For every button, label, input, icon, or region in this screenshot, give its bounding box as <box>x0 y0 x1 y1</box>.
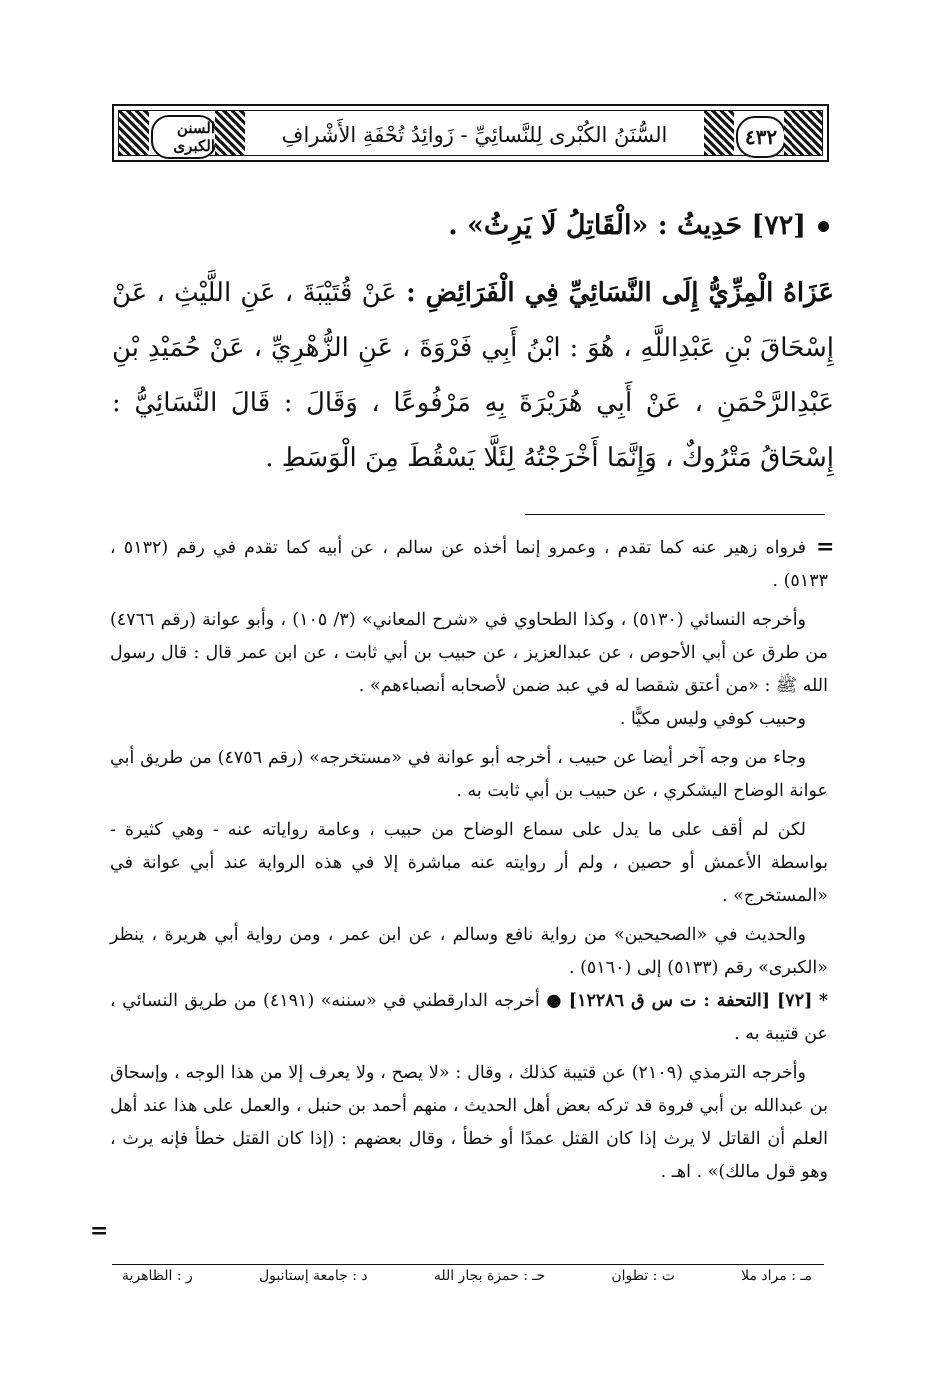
legend-separator <box>112 1264 824 1265</box>
tirmidhi-paragraph: وأخرجه الترمذي (٢١٠٩) عن قتيبة كذلك ، وقال : «لا يصح ، ولا يعرف إلا من هذا الوجه ، وإسحاق بن عبدالله بن أبي فروة قد تركه بعض أهل الحديث ، منهم أحمد بن حنبل ، والعمل على هذا عند أهل العلم أن القاتل لا يرث إذا كان القتل عمدًا أو خطأ ، وقال بعضهم : (إذا كان القتل خطأ فإنه يرث ، وهو قول مالك)» . اهـ . <box>110 1063 828 1182</box>
book-logo <box>151 115 217 159</box>
continuation-mark: = <box>816 534 835 560</box>
main-paragraph <box>112 266 834 486</box>
end-continuation-mark: = <box>90 1218 109 1244</box>
attribution-label: عَزَاهُ الْمِزِّيُّ إِلَى النَّسَائِيِّ فِي الْفَرَائِضِ : <box>406 278 835 308</box>
footnote-paragraph: والحديث في «الصحيحين» من رواية نافع وسالم ، عن ابن عمر ، ومن رواية أبي هريرة ، ينظر «الكبرى» رقم (٥١٣٣) إلى (٥١٦٠) . <box>110 925 828 978</box>
footnote-paragraph: وجاء من وجه آخر أيضا عن حبيب ، أخرجه أبو عوانة في «مستخرجه» (رقم ٤٧٥٦) من طريق أبي عوانة الوضاح اليشكري ، عن حبيب بن أبي ثابت به . <box>110 748 828 801</box>
ornament-inner-left-icon <box>215 111 245 155</box>
footnotes <box>110 532 828 1189</box>
legend-item: حـ : حمزة بجار الله <box>433 1268 546 1284</box>
ornament-strip-icon <box>784 111 792 155</box>
bullet-icon <box>818 221 829 232</box>
running-title: السُّنَنُ الكُبْرى لِلنَّسائِيِّ - زَوائِدُ تُحْفَةِ الأَشْرافِ <box>281 123 668 147</box>
footnote-separator <box>525 514 825 515</box>
page-number: ٤٣٢ <box>736 116 786 158</box>
legend-item: ر : الظاهرية <box>122 1268 193 1284</box>
hadith-note-text: أخرجه الدارقطني في «سننه» (٤١٩١) من طريق النسائي ، عن قتيبة به . <box>110 991 828 1044</box>
hadith-note <box>110 985 828 1051</box>
footnote-paragraph: فرواه زهير عنه كما تقدم ، وعمرو إنما أخذه عن سالم ، عن أبيه كما تقدم في رقم (٥١٣٢ ، ٥١٣٣) . <box>110 538 828 591</box>
ornament-inner-right-icon <box>704 111 734 155</box>
star-icon: * <box>818 991 828 1011</box>
tuhfa-reference: [٧٢] [التحفة : ت س ق ١٢٢٨٦] <box>568 991 813 1011</box>
footnote-paragraph: وحبيب كوفي وليس مكيًّا . <box>619 709 806 729</box>
footnote-paragraph: لكن لم أقف على ما يدل على سماع الوضاح من حبيب ، وعامة رواياته عنه - وهي كثيرة - بواسطة الأعمش أو حصين ، ولم أر روايته عنه مباشرة إلا في هذه الرواية عند أبي عوانة في «المستخرج» . <box>110 820 828 906</box>
book-logo-text: السنن الكبرى <box>173 119 215 155</box>
legend-item: ت : تطوان <box>611 1268 675 1284</box>
page-header <box>112 104 829 162</box>
manuscript-legend <box>112 1268 822 1298</box>
ornament-right-icon <box>792 111 822 155</box>
hadith-heading-text: [٧٢] حَدِيثُ : «الْقَاتِلُ لَا يَرِثُ» . <box>448 210 806 241</box>
hadith-heading <box>109 210 829 241</box>
bullet-icon: ● <box>546 991 563 1011</box>
header-frame <box>118 110 823 156</box>
legend-item: د : جامعة إستانبول <box>259 1268 368 1284</box>
footnote-paragraph: وأخرجه النسائي (٥١٣٠) ، وكذا الطحاوي في «شرح المعاني» (٣/ ١٠٥) ، وأبو عوانة (رقم ٤٧٦٦) من طرق عن أبي الأحوص ، عن عبدالعزيز ، عن حبيب بن أبي ثابت ، عن ابن عمر قال : قال رسول الله ﷺ : «من أعتق شقصا له في عبد ضمن لأصحابه أنصباءهم» . <box>110 610 828 696</box>
ornament-left-icon <box>119 111 149 155</box>
attribution-text: عَنْ قُتَيْبَةَ ، عَنِ اللَّيْثِ ، عَنْ إِسْحَاقَ بْنِ عَبْدِاللَّهِ ، هُوَ : ابْنُ أَبِي فَرْوَةَ ، عَنِ الزُّهْرِيِّ ، عَنْ حُمَيْدِ بْنِ عَبْدِالرَّحْمَنِ ، عَنْ أَبِي هُرَيْرَةَ بِهِ مَرْفُوعًا ، وَقَالَ : قَالَ النَّسَائِيُّ : إِسْحَاقُ مَتْرُوكٌ ، وَإِنَّمَا أَخْرَجْتُهُ لِئَلَّا يَسْقُطَ مِنَ الْوَسَطِ . <box>112 278 834 473</box>
legend-item: مـ : مراد ملا <box>741 1268 812 1284</box>
